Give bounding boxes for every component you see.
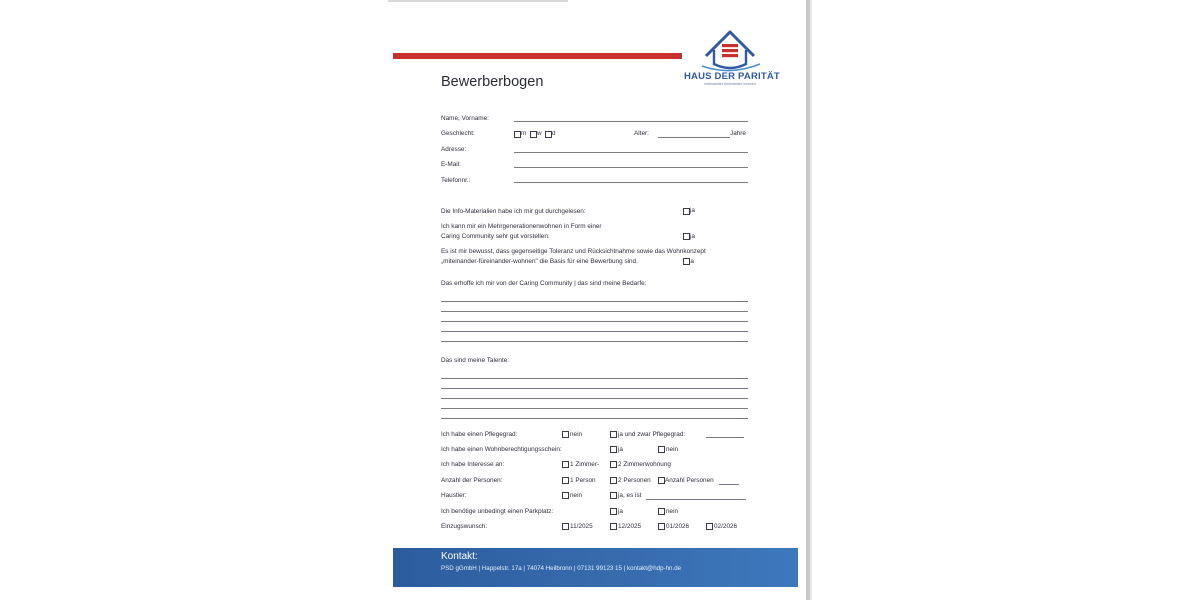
talents-label: Das sind meine Talente: [441, 357, 510, 364]
talents-line-4[interactable] [441, 408, 748, 409]
parking-label: Ich benötige unbedingt einen Parkplatz: [441, 508, 554, 515]
phone-field[interactable] [514, 182, 748, 183]
move-in-2-checkbox[interactable] [610, 523, 617, 530]
gender-w-checkbox[interactable] [530, 131, 537, 138]
gender-label: Geschlecht: [441, 130, 475, 137]
pet-field[interactable] [646, 499, 746, 500]
wbs-yes-checkbox[interactable] [610, 446, 617, 453]
move-in-1-checkbox[interactable] [562, 523, 569, 530]
talents-line-3[interactable] [441, 398, 748, 399]
logo-wordmark: HAUS DER PARITÄT [684, 71, 780, 82]
parking-no-text: nein [666, 508, 679, 515]
move-in-4-checkbox[interactable] [706, 523, 713, 530]
age-label: Alter: [634, 130, 649, 137]
parking-no-checkbox[interactable] [658, 508, 665, 515]
pet-label: Haustier: [441, 492, 467, 499]
persons-1-text: 1 Person [570, 477, 596, 484]
caring-community-question-line2: Caring Community sehr gut vorstellen: [441, 233, 550, 240]
phone-label: Telefonnr.: [441, 177, 471, 184]
care-level-no-text: nein [570, 431, 583, 438]
header-red-bar [393, 53, 682, 59]
needs-line-4[interactable] [441, 331, 748, 332]
gender-m-text: m [521, 130, 527, 137]
tolerance-question-line2: „miteinander-füreinander-wohnen" die Basis für eine Bewerbung sind. [441, 258, 638, 265]
needs-line-1[interactable] [441, 301, 748, 302]
needs-label: Das erhoffe ich mir von der Caring Community | das sind meine Bedarfe: [441, 280, 647, 287]
page-right-shadow [810, 0, 812, 600]
interest-label: Ich habe Interesse an: [441, 461, 505, 468]
move-in-4-text: 02/2026 [714, 523, 738, 530]
contact-footer [393, 548, 798, 587]
wbs-yes-text: ja [618, 446, 623, 453]
gender-d-text: d [552, 130, 556, 137]
age-field[interactable] [658, 137, 730, 138]
pet-no-checkbox[interactable] [562, 492, 569, 499]
gender-d-checkbox[interactable] [545, 131, 552, 138]
needs-line-3[interactable] [441, 321, 748, 322]
persons-2-checkbox[interactable] [610, 477, 617, 484]
tolerance-yes-text: ja [689, 258, 694, 265]
parking-yes-checkbox[interactable] [610, 508, 617, 515]
info-material-yes-checkbox[interactable] [683, 208, 690, 215]
wbs-label: Ich habe einen Wohnberechtigungsschein: [441, 446, 562, 453]
move-in-3-text: 01/2026 [666, 523, 690, 530]
name-field[interactable] [514, 121, 748, 122]
interest-1-room-checkbox[interactable] [562, 461, 569, 468]
haus-der-paritaet-logo [684, 26, 780, 88]
persons-1-checkbox[interactable] [562, 477, 569, 484]
interest-2-room-checkbox[interactable] [610, 461, 617, 468]
name-label: Name, Vorname: [441, 115, 489, 122]
parking-yes-text: ja [618, 508, 623, 515]
persons-label: Anzahl der Personen: [441, 477, 503, 484]
talents-line-1[interactable] [441, 378, 748, 379]
interest-2-room-text: 2 Zimmerwohnung [618, 461, 671, 468]
contact-details: PSD gGmbH | Happelstr. 17a | 74074 Heilbronn | 07131 99123 15 | kontakt@hdp-hn.de [441, 565, 682, 572]
gender-w-text: w [537, 130, 542, 137]
caring-community-question-line1: Ich kann mir ein Mehrgenerationenwohnen in Form einer [441, 223, 602, 230]
move-in-1-text: 11/2025 [570, 523, 593, 530]
care-level-no-checkbox[interactable] [562, 431, 569, 438]
caring-community-yes-checkbox[interactable] [683, 233, 690, 240]
contact-title: Kontakt: [441, 551, 478, 562]
email-field[interactable] [514, 167, 748, 168]
persons-n-checkbox[interactable] [658, 477, 665, 484]
move-in-3-checkbox[interactable] [658, 523, 665, 530]
house-logo-icon [684, 26, 776, 72]
persons-n-field[interactable] [719, 484, 739, 485]
needs-line-5[interactable] [441, 341, 748, 342]
pet-no-text: nein [570, 492, 583, 499]
address-field[interactable] [514, 152, 748, 153]
pet-yes-checkbox[interactable] [610, 492, 617, 499]
wbs-no-checkbox[interactable] [658, 446, 665, 453]
talents-line-5[interactable] [441, 418, 748, 419]
move-in-2-text: 12/2025 [618, 523, 642, 530]
persons-2-text: 2 Personen [618, 477, 651, 484]
pet-yes-text: ja, es ist [618, 492, 642, 499]
logo-tagline: miteinander füreinander wohnen [704, 82, 756, 86]
care-level-yes-text: ja und zwar Pflegegrad: [618, 431, 686, 438]
care-level-field[interactable] [706, 437, 744, 438]
move-in-label: Einzugswunsch: [441, 523, 488, 530]
interest-1-room-text: 1 Zimmer- [570, 461, 600, 468]
persons-n-text: Anzahl Personen [665, 477, 714, 484]
wbs-no-text: nein [666, 446, 679, 453]
info-material-yes-text: ja [690, 207, 695, 214]
care-level-yes-checkbox[interactable] [610, 431, 617, 438]
document-page [388, 0, 806, 600]
needs-line-2[interactable] [441, 311, 748, 312]
email-label: E-Mail: [441, 161, 461, 168]
talents-line-2[interactable] [441, 388, 748, 389]
age-unit: Jahre [730, 130, 746, 137]
address-label: Adresse: [441, 146, 467, 153]
care-level-label: Ich habe einen Pflegegrad: [441, 431, 518, 438]
tolerance-question-line1: Es ist mir bewusst, dass gegenseitige Toleranz und Rücksichtnahme sowie das Wohnkonzept [441, 248, 706, 255]
info-material-question: Die Info-Materialien habe ich mir gut durchgelesen: [441, 208, 586, 215]
caring-community-yes-text: ja [690, 233, 695, 240]
page-title: Bewerberbogen [441, 74, 544, 90]
gender-m-checkbox[interactable] [514, 131, 521, 138]
